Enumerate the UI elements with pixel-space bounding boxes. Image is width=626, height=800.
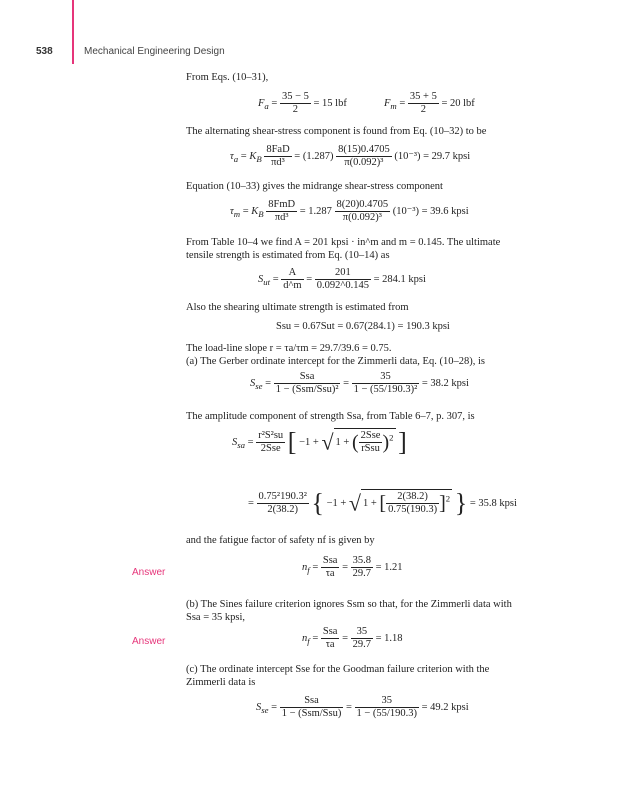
sse-c-den1: 1 − (Ssm/Ssu) (281, 708, 342, 719)
text-p5: Also the shearing ultimate strength is estimated from (186, 302, 409, 313)
text-p1: From Eqs. (10–31), (186, 72, 269, 83)
text-p2: The alternating shear-stress component is found from Eq. (10–32) to be (186, 126, 487, 137)
sut-num1: A (281, 267, 303, 280)
sse-g-den1: 1 − (Ssm/Ssu)² (275, 384, 339, 395)
text-p9: and the fatigue factor of safety nf is given by (186, 535, 375, 546)
nf1-den2: 29.7 (352, 568, 371, 579)
fa-den: 2 (292, 104, 299, 115)
eq-ssa-general: $S_{sa}$ = $\frac{\text{r²S²su}}{\text{2Sse}}$ [ −1 + √ 1 + ( $\frac{\text{2Sse}}{\text{rSsu}}$ )$^2$ ] (232, 427, 407, 457)
eq-nf-2: $n_f$ = $\frac{\text{Ssa}}{\tau a}$ = $\frac{35}{29.7}$ = 1.18 (302, 626, 403, 650)
sut-den1: d^m (283, 280, 302, 291)
text-p3: Equation (10–33) gives the midrange shear-stress component (186, 181, 443, 192)
ta-num2: 8(15)0.4705 (338, 144, 390, 155)
nf1-res: = 1.21 (375, 561, 403, 573)
ssa-in-den: rSsu (361, 443, 380, 454)
sse-g-den2: 1 − (55/190.3)² (353, 384, 418, 395)
eq-sse-gerber: $S_{se}$ = $\frac{\text{Ssa}}{\text{1 − (Ssm/Ssu)²}}$ = $\frac{35}{\text{1 − (55/190.3)²}}$ = 38.2 kpsi (250, 371, 469, 395)
ta-den1: πd³ (271, 157, 285, 168)
ssa-num: r²S²su (258, 430, 284, 441)
sse-c-res: = 49.2 kpsi (421, 701, 469, 713)
nf2-res: = 1.18 (375, 632, 403, 644)
eq-ssu: Ssu = 0.67Sut = 0.67(284.1) = 190.3 kpsi (276, 321, 450, 332)
tm-num2: 8(20)0.4705 (336, 199, 389, 210)
text-p7: (a) The Gerber ordinate intercept for the Zimmerli data, Eq. (10–28), is (186, 356, 485, 367)
text-p11: (c) The ordinate intercept Sse for the Goodman failure criterion with the Zimmerli data is (186, 664, 490, 688)
running-title: Mechanical Engineering Design (84, 46, 225, 57)
sse-g-res: = 38.2 kpsi (421, 377, 469, 389)
sse-c-den2: 1 − (55/190.3) (356, 708, 417, 719)
tm-res: (10⁻³) = 39.6 kpsi (392, 205, 469, 217)
ssa-in-num: 2Sse (360, 430, 381, 441)
eq-sut: $S_{ut}$ = $\frac{A}{d\^{}m}$ = $\frac{201}{0.092\^{}0.145}$ = 284.1 kpsi (258, 267, 426, 291)
left-bracket: [ (287, 427, 297, 457)
ta-den2: π(0.092)³ (344, 157, 384, 168)
right-bracket: ] (398, 427, 407, 457)
tm-num1: 8FmD (268, 199, 296, 210)
ssa-den: 2Sse (260, 443, 281, 454)
margin-rule (72, 0, 74, 64)
eq-fm: $F_m$ = $\frac{35 + 5}{2}$ = 20 lbf (384, 91, 475, 115)
eq-nf-1: $n_f$ = $\frac{\text{Ssa}}{\tau a}$ = $\frac{35.8}{29.7}$ = 1.21 (302, 555, 403, 579)
sse-c-num2: 35 (355, 695, 419, 708)
tm-den2: π(0.092)³ (342, 212, 382, 223)
answer-label-2: Answer (132, 636, 166, 647)
sqrt-icon: √ (321, 429, 334, 455)
text-p10: (b) The Sines failure criterion ignores Ssm so that, for the Zimmerli data with Ssa = 35 kpsi, (186, 599, 512, 623)
fa-num: 35 − 5 (281, 91, 309, 102)
nf2-num2: 35 (351, 626, 373, 639)
sse-g-num1: Ssa (274, 371, 341, 384)
ta-res: (10⁻³) = 29.7 kpsi (394, 150, 471, 162)
text-p6: The load-line slope r = τa/τm = 29.7/39.6 = 0.75. (186, 343, 392, 354)
ssa2-in-den: 0.75(190.3) (388, 504, 438, 515)
ta-mid: = (1.287) (294, 150, 334, 162)
text-p4: From Table 10–4 we find A = 201 kpsi · in^m and m = 0.145. The ultimate tensile strength is estimated from Eq. (10–14) as (186, 237, 501, 261)
radicand: 1 + ( $\frac{\text{2Sse}}{\text{rSsu}}$ )$^2$ (335, 430, 394, 454)
text-p8: The amplitude component of strength Ssa, from Table 6–7, p. 307, is (186, 411, 475, 422)
ssa2-res: = 35.8 kpsi (469, 497, 517, 509)
fa-res: = 15 lbf (313, 97, 347, 109)
page-number: 538 (36, 46, 53, 57)
ssa2-in-num: 2(38.2) (386, 491, 439, 504)
nf1-num1: Ssa (322, 555, 338, 566)
nf2-num1: Ssa (322, 626, 338, 637)
ta-num1: 8FaD (266, 144, 290, 155)
ssa2-num: 0.75²190.3² (258, 491, 307, 502)
answer-label-1: Answer (132, 567, 166, 578)
eq-ssa-numeric: = $\frac{\text{0.75²190.3²}}{2(38.2)}$ { −1 + √ 1 + [ $\frac{2(38.2)}{0.75(190.3)}$ ]$^2$ } = 35.8 kpsi (248, 488, 517, 518)
nf2-den1: τa (325, 639, 335, 650)
eq-sse-goodman: $S_{se}$ = $\frac{\text{Ssa}}{\text{1 − (Ssm/Ssu)}}$ = $\frac{35}{1 - (55/190.3)}$ = 49.2 kpsi (256, 695, 469, 719)
sse-c-num1: Ssa (280, 695, 344, 708)
ssa2-den: 2(38.2) (267, 504, 298, 515)
fm-num: 35 + 5 (409, 91, 437, 102)
sut-res: = 284.1 kpsi (373, 273, 426, 285)
sut-num2: 201 (315, 267, 371, 280)
nf1-den1: τa (325, 568, 335, 579)
eq-fa: $F_a$ = $\frac{35 - 5}{2}$ = 15 lbf (258, 91, 347, 115)
fm-res: = 20 lbf (441, 97, 475, 109)
sse-g-num2: 35 (352, 371, 420, 384)
eq-tau-a: $\tau_a = K_B$ $\frac{\text{8FaD}}{\text{πd³}}$ = (1.287) $\frac{8(15)0.4705}{\text{π(0.092)³}}$ (10⁻³) = 29.7 kpsi (230, 144, 471, 168)
tm-mid: = 1.287 (299, 205, 332, 217)
nf2-den2: 29.7 (352, 639, 371, 650)
tm-den1: πd³ (274, 212, 289, 223)
fm-den: 2 (420, 104, 426, 115)
nf1-num2: 35.8 (352, 555, 371, 566)
eq-tau-m: $\tau_m = K_B$ $\frac{\text{8FmD}}{\text{πd³}}$ = 1.287 $\frac{8(20)0.4705}{\text{π(0.092)³}}$ (10⁻³) = 39.6 kpsi (230, 199, 469, 223)
sut-den2: 0.092^0.145 (316, 280, 369, 291)
